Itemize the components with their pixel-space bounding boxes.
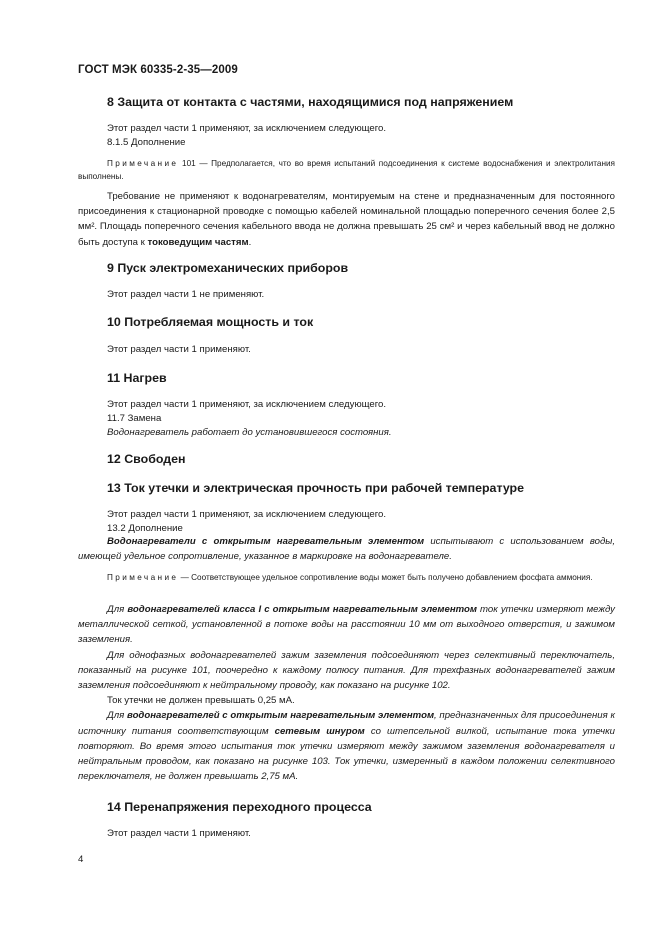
para-end: . [248, 236, 252, 248]
para-limit: Ток утечки не должен превышать 0,25 мА. [107, 695, 295, 707]
section-8-note [78, 157, 615, 183]
clause-13-2-body [78, 602, 615, 784]
section-11-intro: Этот раздел части 1 применяют, за исключением следующего. [107, 399, 387, 410]
clause-13-2-para-1 [78, 534, 615, 564]
para-term: Водонагреватели с открытым нагревательным элементом [107, 536, 425, 547]
section-11-heading: 11 Нагрев [107, 371, 167, 385]
section-13-note [78, 571, 615, 584]
section-14-heading: 14 Перенапряжения переходного процесса [107, 800, 372, 814]
clause-11-7-text: Водонагреватель работает до установившегося состояния. [107, 427, 392, 438]
para-text: испытывают с использованием воды, имеющей удельное сопротивление, указанное в маркировке на водонагревателе. [78, 536, 615, 563]
section-14-text: Этот раздел части 1 применяют. [107, 828, 251, 839]
section-8-paragraph [78, 189, 615, 250]
para-class-i: Для водонагревателей класса I с открытым нагревательным элементом ток утечки измеряют между металлической сеткой, установленной в потоке воды на расстоянии 10 мм от выходного отверстия, и зажимом заземления. [78, 604, 615, 646]
document-header: ГОСТ МЭК 60335-2-35—2009 [78, 64, 238, 76]
clause-13-2-title: 13.2 Дополнение [107, 523, 183, 534]
section-8-intro: Этот раздел части 1 применяют, за исключением следующего. [107, 123, 387, 134]
note-label: Примечание [107, 159, 179, 168]
note-label: Примечание [107, 573, 179, 582]
note-text: 101 — Предполагается, что во время испытаний подсоединения к системе водоснабжения и электролитания выполнены. [78, 159, 615, 181]
section-12-heading: 12 Свободен [107, 452, 186, 466]
para-open-element: Для водонагревателей с открытым нагревательным элементом, предназначенных для присоединения к источнику питания соответствующим сетевым шнуром со штепсельной вилкой, испытание тока утечки повторяют. Во время этого испытания ток утечки измеряют между зажимом заземления водонагревателя и нейтральным проводом, как показано на рисунке 103. Ток утечки, измеренный в каждом положении селективного переключателя, не должен превышать 2,75 мА. [78, 710, 615, 783]
note-text: — Соответствующее удельное сопротивление воды может быть получено добавлением фосфата аммония. [178, 573, 593, 582]
section-10-text: Этот раздел части 1 применяют. [107, 344, 251, 355]
section-10-heading: 10 Потребляемая мощность и ток [107, 315, 314, 329]
section-8-heading: 8 Защита от контакта с частями, находящимися под напряжением [107, 95, 514, 109]
clause-8-1-5-title: 8.1.5 Дополнение [107, 137, 186, 148]
clause-11-7-title: 11.7 Замена [107, 413, 162, 424]
section-9-heading: 9 Пуск электромеханических приборов [107, 261, 349, 275]
section-13-intro: Этот раздел части 1 применяют, за исключением следующего. [107, 509, 387, 520]
para-term: токоведущим частям [147, 236, 249, 248]
para-text: Требование не применяют к водонагревателям, монтируемым на стене и предназначенным для постоянного присоединения к стационарной проводке с помощью кабелей номинальной площадью поперечного сечения более 2,5 мм². Площадь поперечного сечения кабельного ввода не должна превышать 25 см² и через кабельный ввод не должно быть доступа к [78, 191, 615, 248]
page-number: 4 [78, 854, 84, 865]
para-single-phase: Для однофазных водонагревателей зажим заземления подсоединяют через селективный переключатель, показанный на рисунке 101, поочередно к каждому полюсу питания. Для трехфазных водонагревателей зажим заземления подсоединяют к нейтральному проводу, как показано на рисунке 102. [78, 649, 615, 692]
section-9-text: Этот раздел части 1 не применяют. [107, 289, 265, 300]
section-13-heading: 13 Ток утечки и электрическая прочность при рабочей температуре [107, 481, 525, 495]
